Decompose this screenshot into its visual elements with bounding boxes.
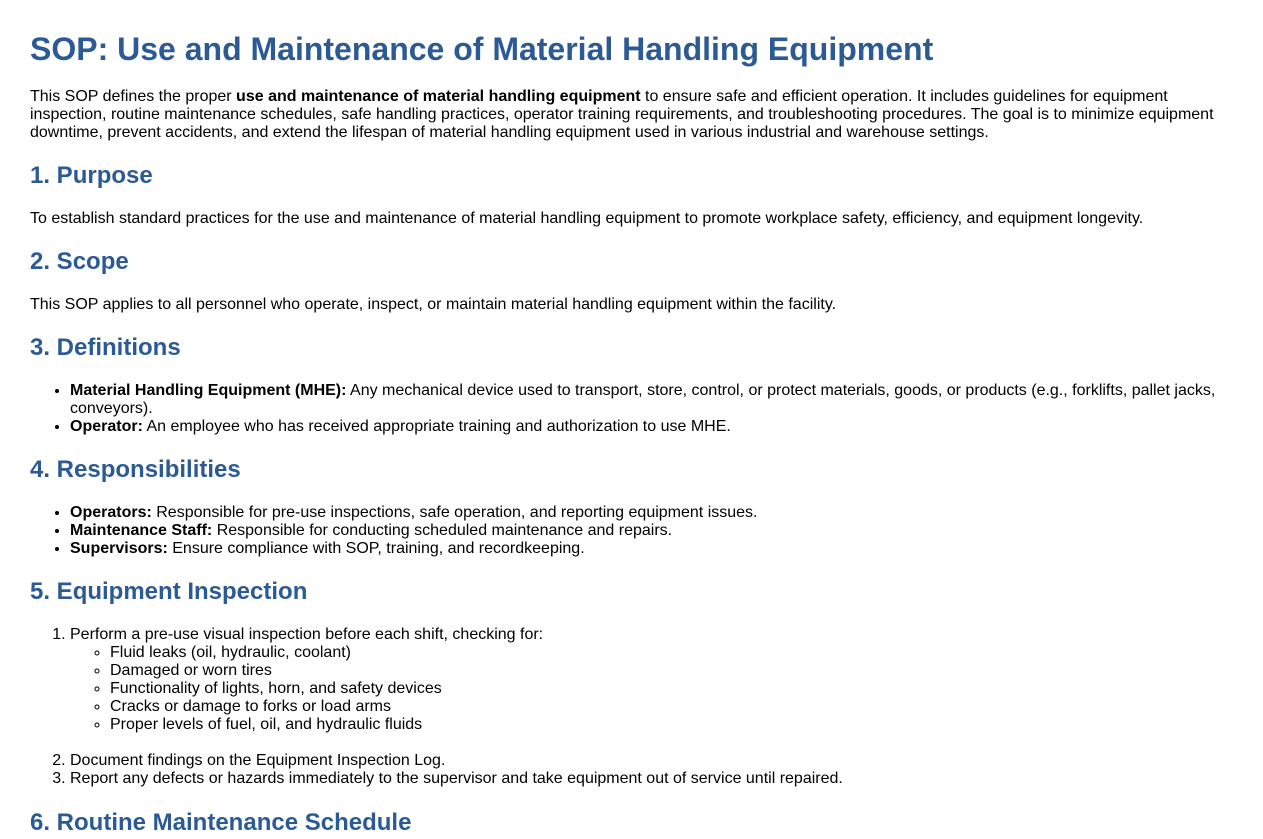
heading-purpose: 1. Purpose [30, 162, 153, 189]
definition-term: Material Handling Equipment (MHE): [70, 382, 347, 399]
list-item [70, 418, 1233, 436]
heading-responsibilities: 4. Responsibilities [30, 456, 241, 483]
role-desc: Responsible for conducting scheduled maintenance and repairs. [212, 522, 673, 539]
role-desc: Responsible for pre-use inspections, safe operation, and reporting equipment issues. [151, 504, 758, 521]
section-maintenance [30, 809, 1233, 837]
inspection-steps-wrap [30, 626, 1233, 788]
intro-paragraph [30, 88, 1233, 142]
intro-after: to ensure safe and efficient operation. It includes guidelines for equipment inspection, routine maintenance schedules, safe handling practices, operator training requirements, and troubleshooting procedures. The goal is to minimize equipment downtime, prevent accidents, and extend the lifespan of material handling equipment used in various industrial and warehouse settings. [30, 88, 1214, 141]
list-item: 2. Document findings on the Equipment Inspection Log. [70, 752, 1233, 770]
role-term: Operators: [70, 504, 152, 521]
heading-definitions: 3. Definitions [30, 334, 181, 361]
heading-scope: 2. Scope [30, 248, 129, 275]
heading-inspection: 5. Equipment Inspection [30, 578, 308, 605]
purpose-body [30, 210, 1233, 228]
list-item: 3. Report any defects or hazards immediately to the supervisor and take equipment out of service until repaired. [70, 770, 1233, 788]
role-desc: Ensure compliance with SOP, training, and recordkeeping. [167, 540, 585, 557]
section-scope [30, 248, 1233, 276]
page-title: SOP: Use and Maintenance of Material Handling Equipment [30, 31, 934, 67]
list-item: ◦ Cracks or damage to forks or load arms [110, 698, 1233, 716]
role-term: Maintenance Staff: [70, 522, 213, 539]
list-item: ◦ Fluid leaks (oil, hydraulic, coolant) [110, 644, 1233, 662]
definitions-list [30, 382, 1233, 436]
scope-body [30, 296, 1233, 314]
definition-desc: Any mechanical device used to transport, store, control, or protect materials, goods, or products (e.g., forklifts, pallet jacks, conveyors). [70, 382, 1216, 417]
role-term: Supervisors: [70, 540, 168, 557]
list-item [70, 382, 1233, 418]
responsibilities-list-wrap [30, 504, 1233, 558]
list-item: ◦ Damaged or worn tires [110, 662, 1233, 680]
list-item [70, 626, 1233, 734]
intro-bold: use and maintenance of material handling equipment [236, 88, 641, 105]
intro-text [30, 88, 1233, 142]
section-responsibilities [30, 456, 1233, 484]
scope-text: This SOP applies to all personnel who operate, inspect, or maintain material handling equipment within the facility. [30, 296, 837, 313]
step-text: Perform a pre-use visual inspection before each shift, checking for: [70, 626, 544, 643]
section-inspection [30, 578, 1233, 606]
section-purpose [30, 162, 1233, 190]
definition-desc: An employee who has received appropriate training and authorization to use MHE. [142, 418, 731, 435]
list-item: ◦ Functionality of lights, horn, and safety devices [110, 680, 1233, 698]
list-item [70, 540, 1233, 558]
inspection-checklist [70, 644, 1233, 734]
inspection-steps [30, 626, 1233, 788]
definition-term: Operator: [70, 418, 143, 435]
responsibilities-list [30, 504, 1233, 558]
definitions-list-wrap [30, 382, 1233, 436]
section-definitions [30, 334, 1233, 362]
list-item [70, 522, 1233, 540]
list-item: ◦ Proper levels of fuel, oil, and hydraulic fluids [110, 716, 1233, 734]
heading-maintenance: 6. Routine Maintenance Schedule [30, 809, 412, 836]
intro-before: This SOP defines the proper [30, 88, 237, 105]
list-item [70, 504, 1233, 522]
purpose-text: To establish standard practices for the use and maintenance of material handling equipment to promote workplace safety, efficiency, and equipment longevity. [30, 210, 1144, 227]
